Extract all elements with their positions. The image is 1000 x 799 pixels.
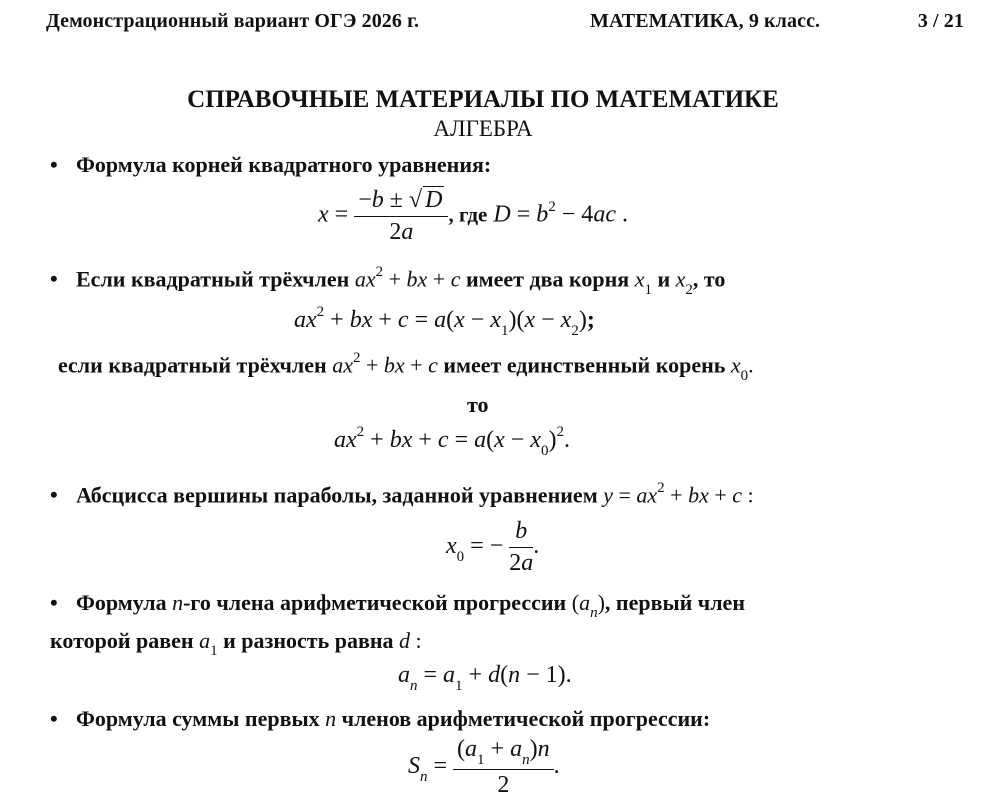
item-quadratic-roots: • Формула корней квадратного уравнения: (50, 152, 492, 177)
item-arithmetic-nth-term: • Формула n-го члена арифметической прогрессии $(a_n)$, первый член (50, 590, 745, 622)
item-arithmetic-sum: • Формула суммы первых n членов арифметической прогрессии: (50, 706, 711, 731)
formula-vertex-abscissa: $x_0$ = − $\frac{b}{2a}$ . (446, 518, 540, 576)
item-trinomial-single-root: если квадратный трёхчлен $ax^2$ + bx + c имеет единственный корень $x_0$. (58, 350, 754, 384)
section-title: АЛГЕБРА (433, 116, 533, 141)
page-title: СПРАВОЧНЫЕ МАТЕРИАЛЫ ПО МАТЕМАТИКЕ (187, 86, 779, 113)
word-then: то (467, 392, 489, 417)
formula-arithmetic-nth-term: $a_n = a_1 + d(n - 1)$. (398, 662, 572, 694)
formula-arithmetic-sum: $S_n$ = $\frac{(a_1 + a_n)n}{2}$ . (408, 736, 560, 798)
item-trinomial: • Если квадратный трёхчлен $ax^2$ + bx + c имеет два корня $x_1$ и $x_2$, то (50, 264, 726, 298)
header-left: Демонстрационный вариант ОГЭ 2026 г. (46, 10, 420, 32)
page-number: 3 / 21 (917, 10, 964, 32)
item-arithmetic-nth-term-cont: которой равен $a_1$ и разность равна d : (50, 628, 422, 660)
header-center: МАТЕМАТИКА, 9 класс. (590, 10, 821, 32)
formula-factorization-two-roots: $ax^2$ + bx + $c = a(x - x_1)(x - x_2)$; (294, 304, 595, 339)
formula-factorization-one-root: $ax^2$ + bx + $c = a(x - x_0)^2$. (334, 424, 570, 459)
item-parabola-vertex: • Абсцисса вершины параболы, заданной уравнением $y = ax^2$ + bx + c : (50, 480, 754, 508)
bullet: • (50, 152, 58, 177)
formula-quadratic-roots: x = $\frac{-b \pm √ D}{2a}$ , где $D = b^2 - 4ac$ . (318, 187, 628, 245)
